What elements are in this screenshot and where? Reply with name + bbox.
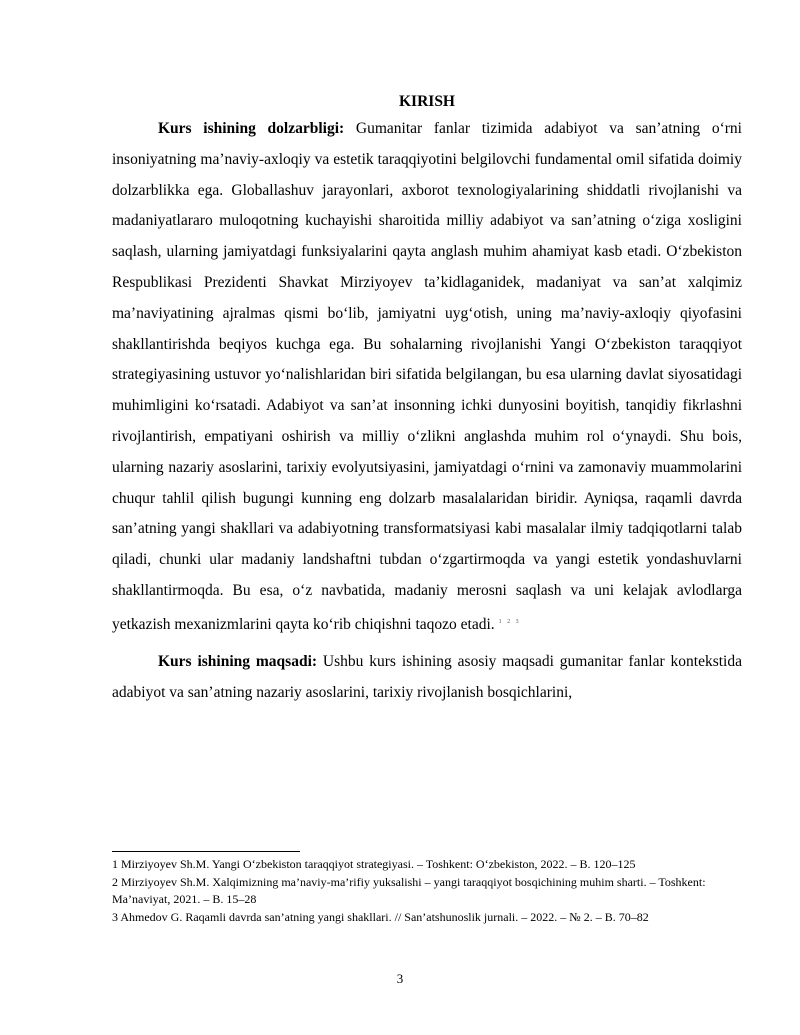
goal-heading: Kurs ishining maqsadi:	[158, 652, 318, 670]
relevance-heading: Kurs ishining dolzarbligi:	[158, 120, 345, 137]
footnote-refs[interactable]: 1 2 3	[498, 618, 521, 625]
footnotes	[112, 856, 744, 926]
goal-paragraph	[112, 647, 742, 709]
relevance-text: Gumanitar fanlar tizimida adabiyot va san’atning o‘rni insoniyatning ma’naviy-axloqiy va estetik taraqqiyotini belgilovchi fundamental omil sifatida doimiy dolzarblikka ega. Globallashuv jarayonlari, axborot texnologiyalarining shiddatli rivojlanishi va madaniyatlararo muloqotning kuchayishi sharoitida milliy adabiyot va san’atning o‘ziga xosligini saqlash, ularning jamiyatdagi funksiyalarini qayta anglash muhim ahamiyat kasb etadi. O‘zbekiston Respublikasi Prezidenti Shavkat Mirziyoyev ta’kidlaganidek, madaniyat va san’at xalqimiz ma’naviyatining ajralmas qismi bo‘lib, jamiyatni uyg‘otish, uning ma’naviy-axloqiy qiyofasini shakllantirishda beqiyos kuchga ega. Bu sohalarning rivojlanishi Yangi O‘zbekiston taraqqiyot strategiyasining ustuvor yo‘nalishlaridan biri sifatida belgilangan, bu esa ularning davlat siyosatidagi muhimligini ko‘rsatadi. Adabiyot va san’at insonning ichki dunyosini boyitish, tanqidiy fikrlashni rivojlantirish, empatiyani oshirish va milliy o‘zlikni anglashda muhim rol o‘ynaydi. Shu bois, ularning nazariy asoslarini, tarixiy evolyutsiyasini, jamiyatdagi o‘rnini va zamonaviy muammolarini chuqur tahlil qilish bugungi kunning eng dolzarb masalalaridan biridir. Ayniqsa, raqamli davrda san’atning yangi shakllari va adabiyotning transformatsiyasi kabi masalalar ilmiy tadqiqotlarni talab qiladi, chunki ular madaniy landshaftni tubdan o‘zgartirmoqda va yangi estetik yondashuvlarni shakllantirmoqda. Bu esa, o‘z navbatida, madaniy merosni saqlash va uni kelajak avlodlarga yetkazish mexanizmlarini qayta ko‘rib chiqishni taqozo etadi.	[112, 120, 742, 633]
document-body	[112, 92, 742, 708]
goal-text: Ushbu kurs ishining asosiy maqsadi gumanitar fanlar kontekstida adabiyot va san’atning nazariy asoslarini, tarixiy rivojlanish bosqichlarini,	[112, 652, 742, 701]
footnote-1: 1 Mirziyoyev Sh.M. Yangi O‘zbekiston taraqqiyot strategiyasi. – Toshkent: O‘zbekiston, 2022. – B. 120–125	[112, 857, 636, 871]
footnote-divider	[112, 851, 300, 852]
page-number: 3	[396, 971, 404, 986]
relevance-paragraph	[112, 114, 742, 641]
footnote-2: 2 Mirziyoyev Sh.M. Xalqimizning ma’naviy-ma’rifiy yuksalishi – yangi taraqqiyot bosqichining muhim sharti. – Toshkent: Ma’naviyat, 2021. – B. 15–28	[112, 874, 706, 906]
footnote-3: 3 Ahmedov G. Raqamli davrda san’atning yangi shakllari. // San’atshunoslik jurnali. – 2022. – № 2. – B. 70–82	[112, 909, 649, 924]
page-title: KIRISH	[399, 93, 455, 110]
